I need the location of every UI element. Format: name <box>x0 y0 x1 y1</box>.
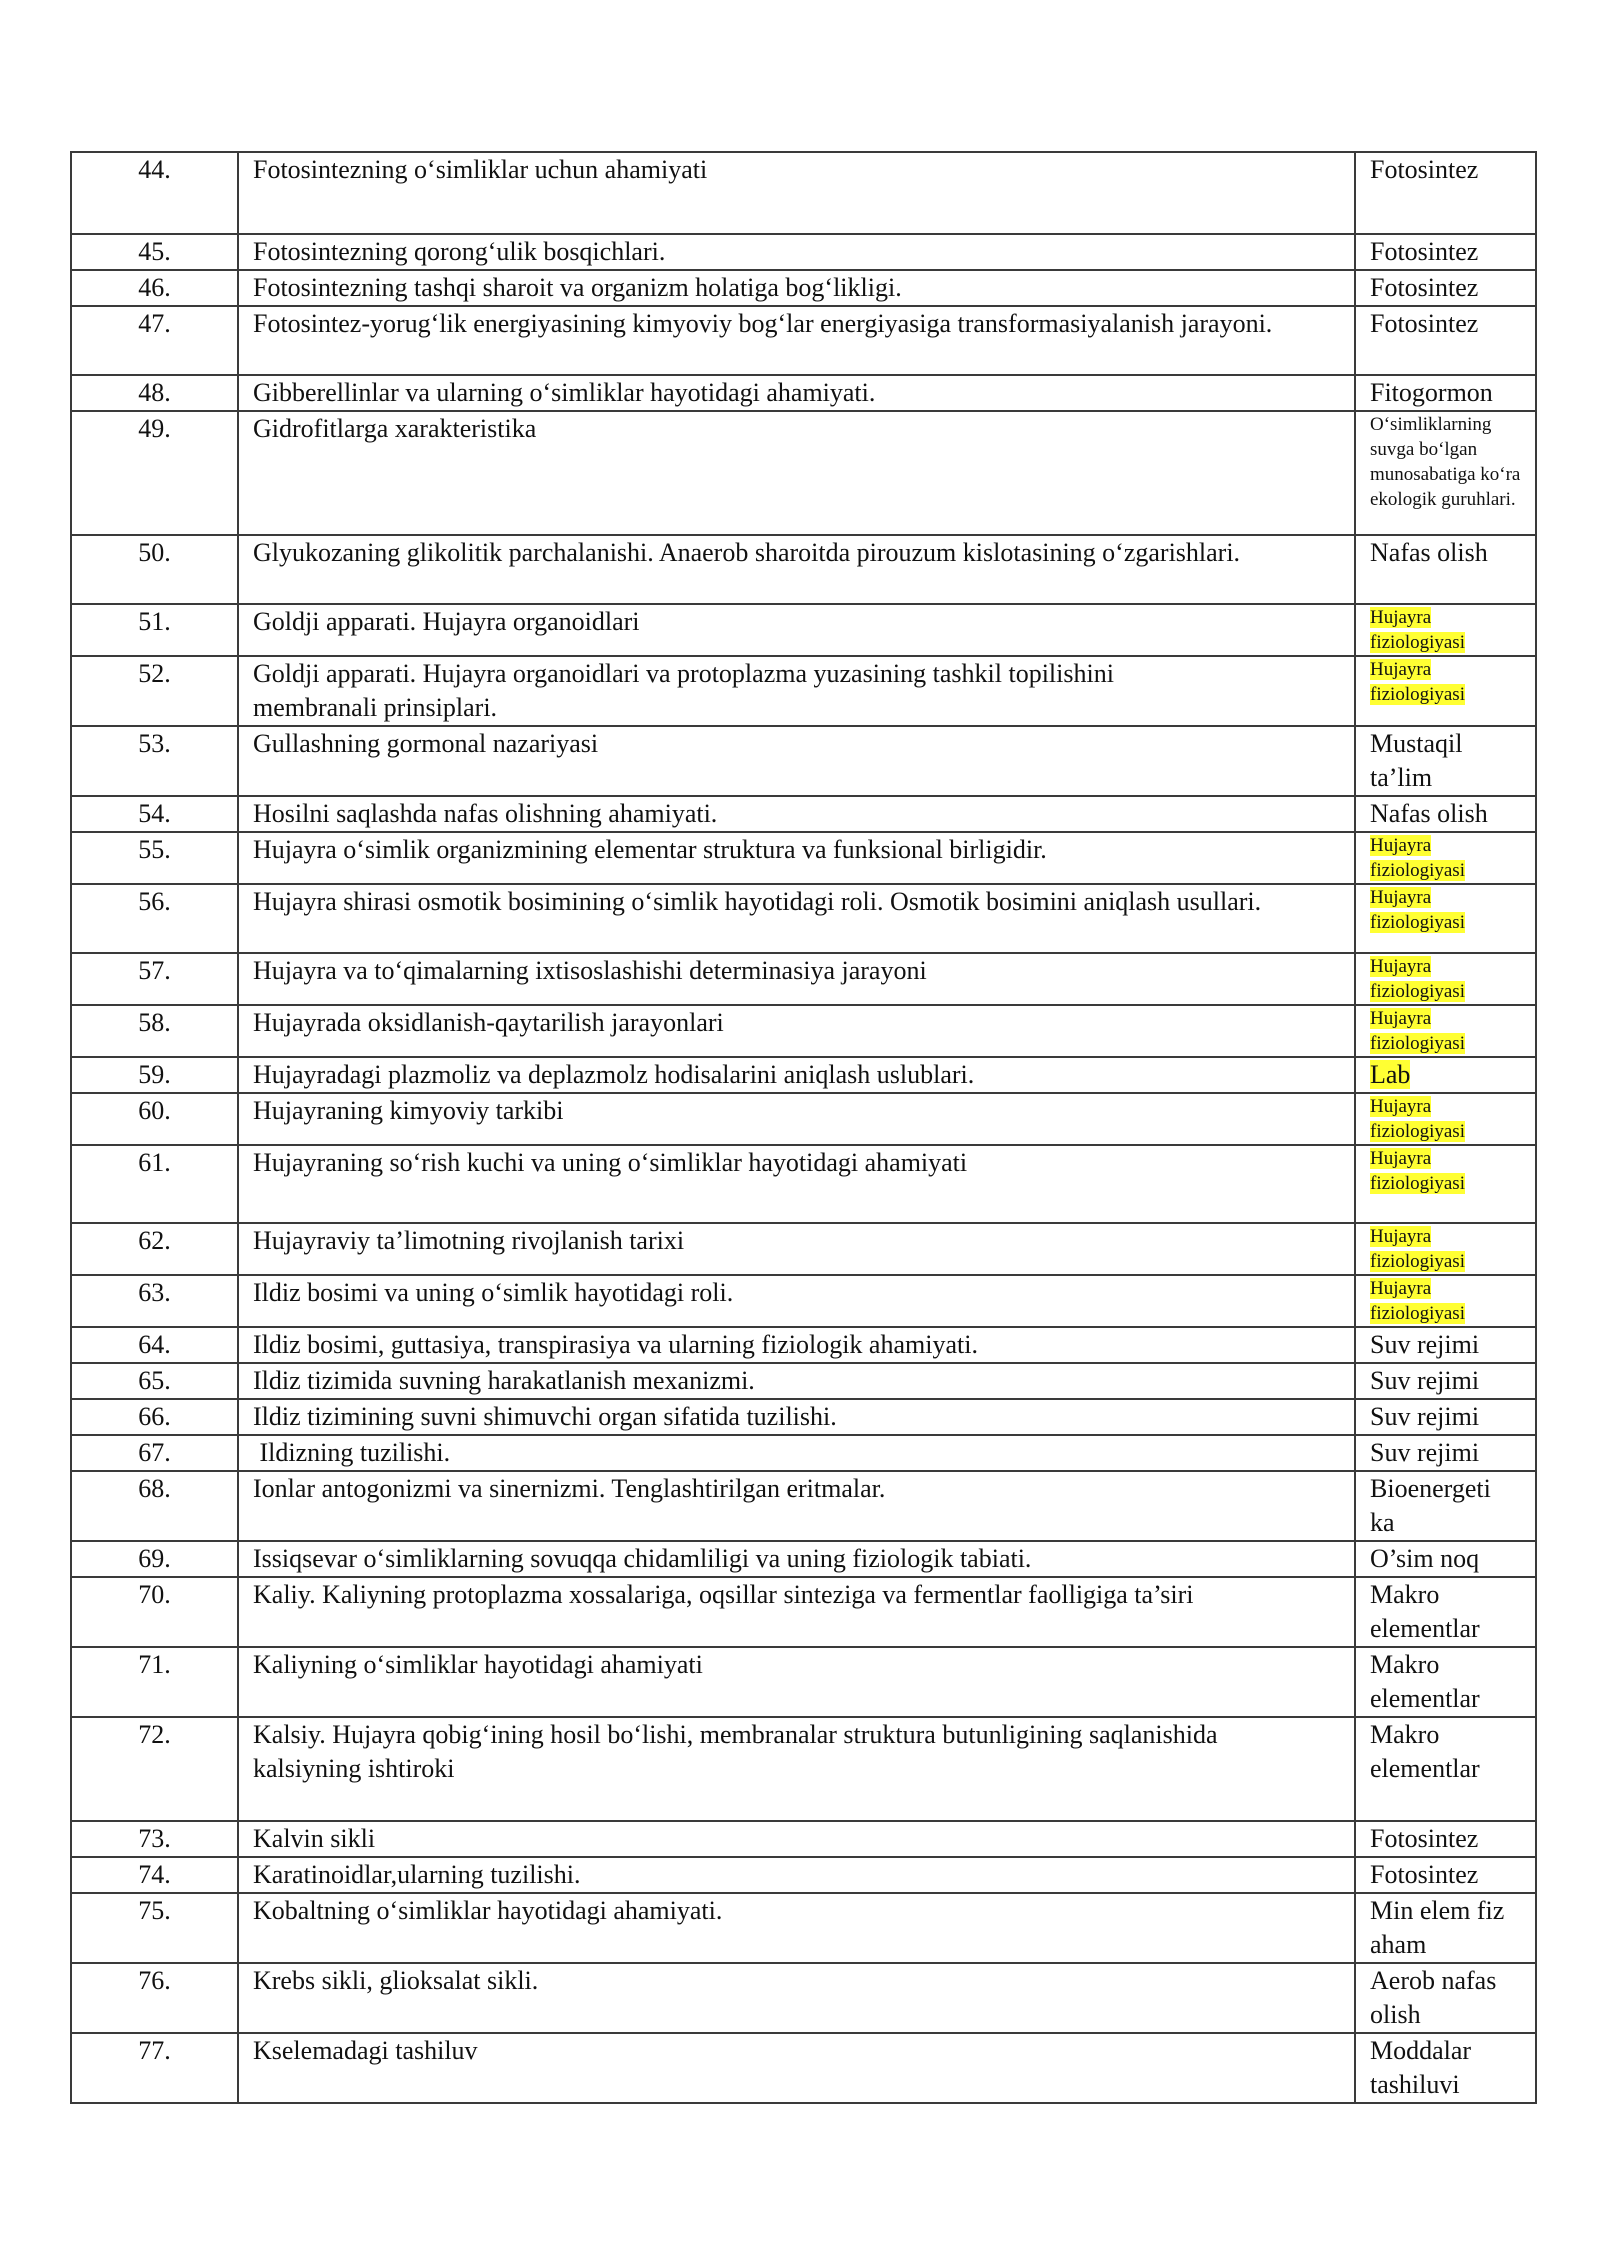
row-category: Bioenergeti ka <box>1355 1471 1536 1541</box>
row-category: Nafas olish <box>1355 535 1536 604</box>
table-row <box>71 152 1536 234</box>
table-row <box>71 2033 1536 2103</box>
table-row <box>71 1471 1536 1541</box>
row-topic: Ildiz tizimida suvning harakatlanish mexanizmi. <box>238 1363 1355 1399</box>
table-row <box>71 1327 1536 1363</box>
row-topic: Fotosintezning tashqi sharoit va organizm holatiga bog‘likligi. <box>238 270 1355 306</box>
row-category: Fotosintez <box>1355 270 1536 306</box>
table-row <box>71 1363 1536 1399</box>
table-row <box>71 1145 1536 1223</box>
table-row <box>71 796 1536 832</box>
row-topic: Hujayrada oksidlanish-qaytarilish jarayonlari <box>238 1005 1355 1057</box>
highlighted-category: Hujayra fiziologiyasi <box>1370 1096 1465 1142</box>
highlighted-category: Hujayra fiziologiyasi <box>1370 659 1465 705</box>
highlighted-category: Hujayra fiziologiyasi <box>1370 1148 1465 1194</box>
row-category: Makro elementlar <box>1355 1577 1536 1647</box>
table-row <box>71 1647 1536 1717</box>
row-topic: Fotosintezning o‘simliklar uchun ahamiyati <box>238 152 1355 234</box>
row-number: 54. <box>71 796 238 832</box>
row-category <box>1355 953 1536 1005</box>
row-number: 53. <box>71 726 238 796</box>
row-topic: Ildiz tizimining suvni shimuvchi organ sifatida tuzilishi. <box>238 1399 1355 1435</box>
row-category: Suv rejimi <box>1355 1435 1536 1471</box>
row-category: Fotosintez <box>1355 306 1536 375</box>
row-number: 51. <box>71 604 238 656</box>
table-row <box>71 1963 1536 2033</box>
table-row <box>71 411 1536 535</box>
table-row <box>71 726 1536 796</box>
table-row <box>71 1577 1536 1647</box>
row-topic: Gullashning gormonal nazariyasi <box>238 726 1355 796</box>
row-category: Nafas olish <box>1355 796 1536 832</box>
row-number: 69. <box>71 1541 238 1577</box>
row-topic: Kalsiy. Hujayra qobig‘ining hosil bo‘lishi, membranalar struktura butunligining saqlanishida kalsiyning ishtiroki <box>238 1717 1355 1821</box>
row-number: 55. <box>71 832 238 884</box>
highlighted-category: Hujayra fiziologiyasi <box>1370 1008 1465 1054</box>
row-category <box>1355 1275 1536 1327</box>
row-category: Suv rejimi <box>1355 1399 1536 1435</box>
table-row <box>71 1057 1536 1093</box>
row-topic: Goldji apparati. Hujayra organoidlari va protoplazma yuzasining tashkil topilishini membranali prinsiplari. <box>238 656 1355 726</box>
row-topic: Glyukozaning glikolitik parchalanishi. Anaerob sharoitda pirouzum kislotasining o‘zgarishlari. <box>238 535 1355 604</box>
row-category <box>1355 604 1536 656</box>
table-row <box>71 1093 1536 1145</box>
row-category: Fotosintez <box>1355 1821 1536 1857</box>
row-number: 76. <box>71 1963 238 2033</box>
table-row <box>71 1717 1536 1821</box>
row-number: 62. <box>71 1223 238 1275</box>
table-row <box>71 270 1536 306</box>
table-row <box>71 953 1536 1005</box>
row-number: 47. <box>71 306 238 375</box>
row-topic: Ionlar antogonizmi va sinernizmi. Tenglashtirilgan eritmalar. <box>238 1471 1355 1541</box>
row-category <box>1355 656 1536 726</box>
row-number: 49. <box>71 411 238 535</box>
row-topic: Kaliy. Kaliyning protoplazma xossalariga, oqsillar sinteziga va fermentlar faolligiga ta’siri <box>238 1577 1355 1647</box>
table-row <box>71 656 1536 726</box>
row-topic: Hujayra shirasi osmotik bosimining o‘simlik hayotidagi roli. Osmotik bosimini aniqlash usullari. <box>238 884 1355 953</box>
row-number: 63. <box>71 1275 238 1327</box>
row-category: Suv rejimi <box>1355 1327 1536 1363</box>
row-category: O’sim noq <box>1355 1541 1536 1577</box>
row-number: 73. <box>71 1821 238 1857</box>
table-row <box>71 832 1536 884</box>
row-number: 58. <box>71 1005 238 1057</box>
row-category <box>1355 1005 1536 1057</box>
highlighted-category: Hujayra fiziologiyasi <box>1370 1226 1465 1272</box>
row-number: 68. <box>71 1471 238 1541</box>
row-category <box>1355 884 1536 953</box>
row-topic: Kobaltning o‘simliklar hayotidagi ahamiyati. <box>238 1893 1355 1963</box>
row-number: 70. <box>71 1577 238 1647</box>
table-row <box>71 1435 1536 1471</box>
row-topic: Karatinoidlar,ularning tuzilishi. <box>238 1857 1355 1893</box>
row-category: Makro elementlar <box>1355 1717 1536 1821</box>
row-number: 72. <box>71 1717 238 1821</box>
row-number: 65. <box>71 1363 238 1399</box>
row-topic: Hujayraviy ta’limotning rivojlanish tarixi <box>238 1223 1355 1275</box>
row-topic: Hosilni saqlashda nafas olishning ahamiyati. <box>238 796 1355 832</box>
row-topic: Hujayraning so‘rish kuchi va uning o‘simliklar hayotidagi ahamiyati <box>238 1145 1355 1223</box>
row-category: Fitogormon <box>1355 375 1536 411</box>
table-row <box>71 306 1536 375</box>
table-row <box>71 1541 1536 1577</box>
row-topic: Goldji apparati. Hujayra organoidlari <box>238 604 1355 656</box>
row-category: O‘simliklarning suvga bo‘lgan munosabatiga ko‘ra ekologik guruhlari. <box>1355 411 1536 535</box>
table-row <box>71 604 1536 656</box>
row-number: 45. <box>71 234 238 270</box>
row-number: 57. <box>71 953 238 1005</box>
row-number: 46. <box>71 270 238 306</box>
table-row <box>71 535 1536 604</box>
highlighted-category: Hujayra fiziologiyasi <box>1370 835 1465 881</box>
row-number: 44. <box>71 152 238 234</box>
topics-table-body <box>71 152 1536 2103</box>
row-category: Fotosintez <box>1355 152 1536 234</box>
highlighted-category: Hujayra fiziologiyasi <box>1370 607 1465 653</box>
table-row <box>71 234 1536 270</box>
row-number: 71. <box>71 1647 238 1717</box>
highlighted-category: Hujayra fiziologiyasi <box>1370 1278 1465 1324</box>
row-topic: Fotosintezning qorong‘ulik bosqichlari. <box>238 234 1355 270</box>
row-number: 61. <box>71 1145 238 1223</box>
row-category: Aerob nafas olish <box>1355 1963 1536 2033</box>
topics-table <box>70 151 1537 2104</box>
table-row <box>71 1275 1536 1327</box>
row-category: Min elem fiz aham <box>1355 1893 1536 1963</box>
row-number: 64. <box>71 1327 238 1363</box>
row-topic: Ildiz bosimi va uning o‘simlik hayotidagi roli. <box>238 1275 1355 1327</box>
highlighted-category: Lab <box>1370 1060 1411 1089</box>
row-topic: Fotosintez-yorug‘lik energiyasining kimyoviy bog‘lar energiyasiga transformasiyalanish jarayoni. <box>238 306 1355 375</box>
row-number: 60. <box>71 1093 238 1145</box>
row-category: Makro elementlar <box>1355 1647 1536 1717</box>
row-number: 75. <box>71 1893 238 1963</box>
row-category: Mustaqil ta’lim <box>1355 726 1536 796</box>
row-topic: Ildizning tuzilishi. <box>238 1435 1355 1471</box>
row-category <box>1355 1057 1536 1093</box>
highlighted-category: Hujayra fiziologiyasi <box>1370 887 1465 933</box>
highlighted-category: Hujayra fiziologiyasi <box>1370 956 1465 1002</box>
row-category: Suv rejimi <box>1355 1363 1536 1399</box>
row-number: 52. <box>71 656 238 726</box>
row-topic: Kselemadagi tashiluv <box>238 2033 1355 2103</box>
row-topic: Kalvin sikli <box>238 1821 1355 1857</box>
row-topic: Krebs sikli, glioksalat sikli. <box>238 1963 1355 2033</box>
row-number: 74. <box>71 1857 238 1893</box>
row-topic: Gibberellinlar va ularning o‘simliklar hayotidagi ahamiyati. <box>238 375 1355 411</box>
row-topic: Hujayra va to‘qimalarning ixtisoslashishi determinasiya jarayoni <box>238 953 1355 1005</box>
table-row <box>71 1821 1536 1857</box>
row-number: 67. <box>71 1435 238 1471</box>
row-number: 59. <box>71 1057 238 1093</box>
row-number: 50. <box>71 535 238 604</box>
row-number: 48. <box>71 375 238 411</box>
row-number: 77. <box>71 2033 238 2103</box>
row-category <box>1355 1223 1536 1275</box>
row-topic: Hujayraning kimyoviy tarkibi <box>238 1093 1355 1145</box>
row-number: 66. <box>71 1399 238 1435</box>
row-topic: Ildiz bosimi, guttasiya, transpirasiya va ularning fiziologik ahamiyati. <box>238 1327 1355 1363</box>
table-row <box>71 884 1536 953</box>
row-topic: Kaliyning o‘simliklar hayotidagi ahamiyati <box>238 1647 1355 1717</box>
table-row <box>71 1857 1536 1893</box>
row-category <box>1355 1145 1536 1223</box>
table-row <box>71 1399 1536 1435</box>
row-topic: Hujayra o‘simlik organizmining elementar struktura va funksional birligidir. <box>238 832 1355 884</box>
row-topic: Gidrofitlarga xarakteristika <box>238 411 1355 535</box>
table-row <box>71 1005 1536 1057</box>
table-row <box>71 375 1536 411</box>
row-number: 56. <box>71 884 238 953</box>
row-category <box>1355 832 1536 884</box>
row-category <box>1355 1093 1536 1145</box>
row-topic: Hujayradagi plazmoliz va deplazmolz hodisalarini aniqlash uslublari. <box>238 1057 1355 1093</box>
table-row <box>71 1893 1536 1963</box>
table-row <box>71 1223 1536 1275</box>
row-category: Moddalar tashiluvi <box>1355 2033 1536 2103</box>
row-category: Fotosintez <box>1355 1857 1536 1893</box>
row-category: Fotosintez <box>1355 234 1536 270</box>
row-topic: Issiqsevar o‘simliklarning sovuqqa chidamliligi va uning fiziologik tabiati. <box>238 1541 1355 1577</box>
